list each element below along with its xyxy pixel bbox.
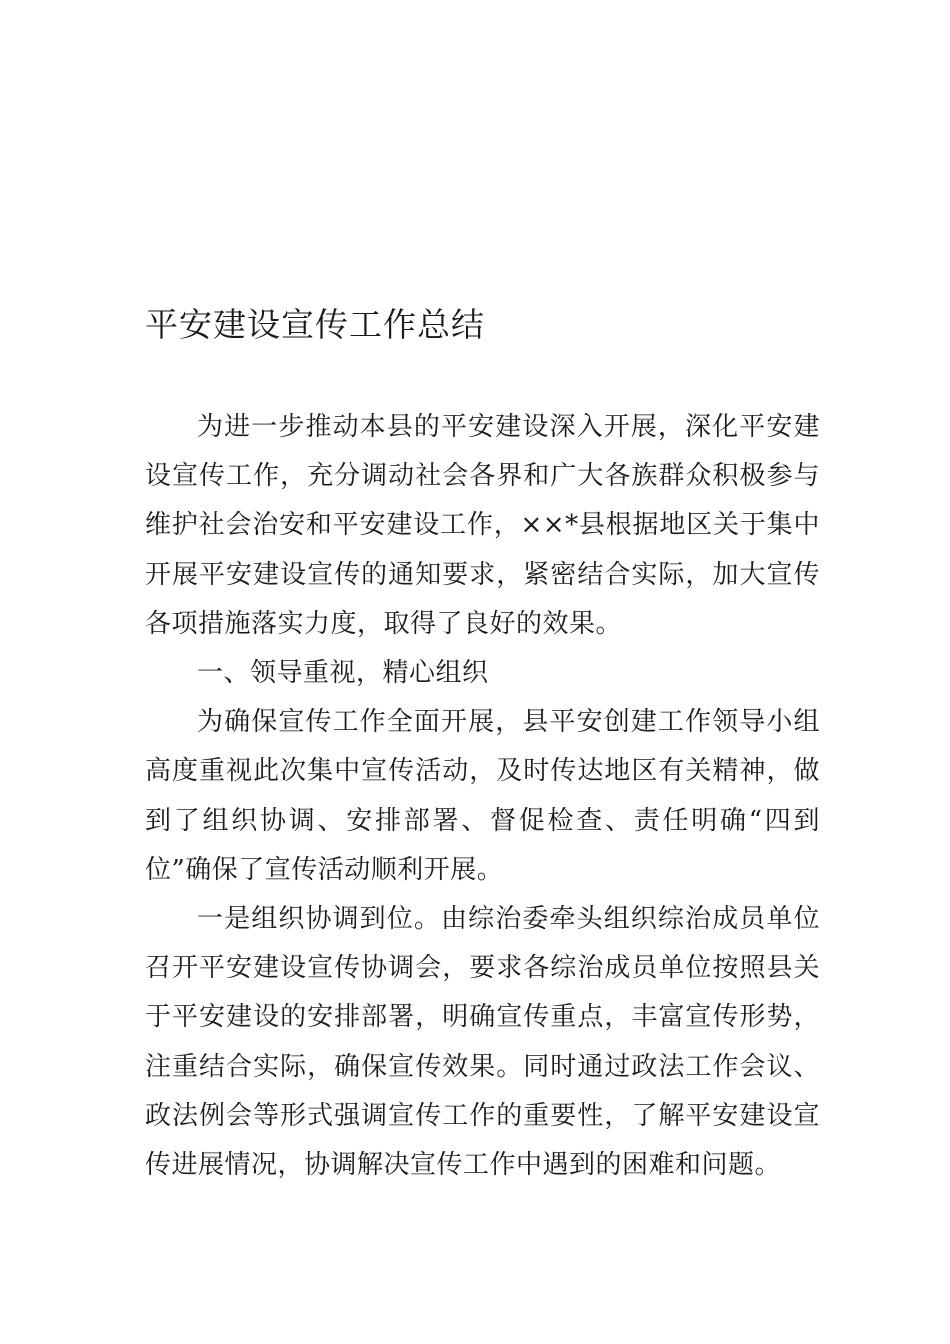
coordination-paragraph: 一是组织协调到位。由综治委牵头组织综治成员单位召开平安建设宣传协调会，要求各综治成员单位按照县关于平安建设的安排部署，明确宣传重点，丰富宣传形势，注重结合实际，确保宣传效果。同时通过政法工作会议、政法例会等形式强调宣传工作的重要性，了解平安建设宣传进展情况，协调解决宣传工作中遇到的困难和问题。: [145, 904, 820, 1181]
section-paragraph: 为确保宣传工作全面开展，县平安创建工作领导小组高度重视此次集中宣传活动，及时传达地区有关精神，做到了组织协调、安排部署、督促检查、责任明确“四到位”确保了宣传活动顺利开展。: [145, 707, 820, 885]
document-body: [145, 403, 820, 1190]
section-heading: 一、领导重视，精心组织: [197, 658, 489, 689]
document-title: 平安建设宣传工作总结: [145, 305, 485, 344]
intro-paragraph: 为进一步推动本县的平安建设深入开展，深化平安建设宣传工作，充分调动社会各界和广大各族群众积极参与维护社会治安和平安建设工作，××*县根据地区关于集中开展平安建设宣传的通知要求，紧密结合实际，加大宣传各项措施落实力度，取得了良好的效果。: [145, 412, 820, 639]
